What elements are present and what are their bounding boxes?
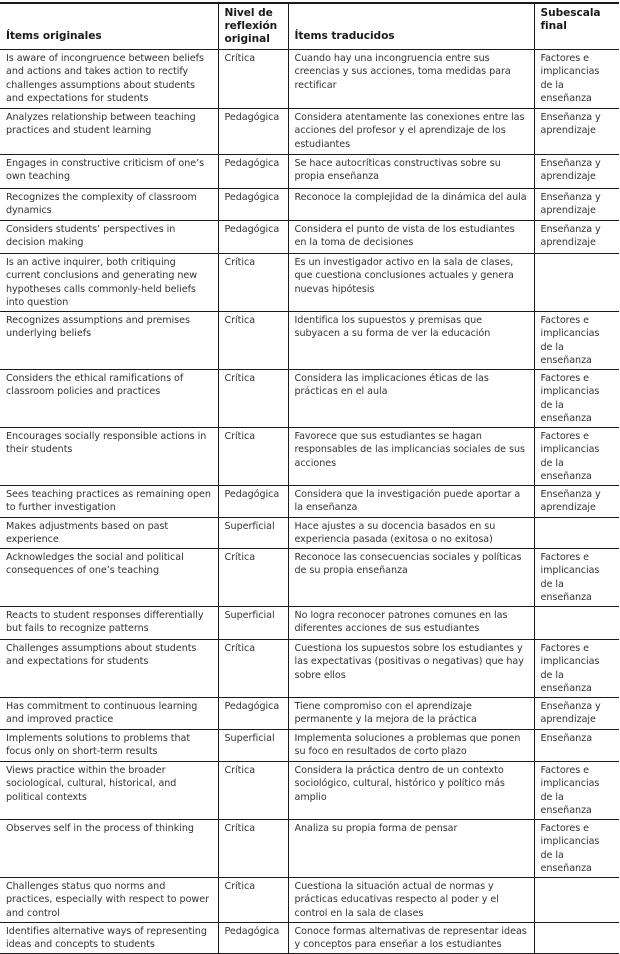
cell-original-item: Analyzes relationship between teaching practices and student learning	[0, 108, 218, 154]
table-row	[0, 877, 619, 922]
cell-reflection-level: Crítica	[218, 369, 288, 427]
cell-reflection-level: Crítica	[218, 819, 288, 877]
cell-reflection-level: Pedagógica	[218, 154, 288, 188]
table-body	[0, 49, 619, 953]
cell-final-subscale: Factores e implicancias de la enseñanza	[534, 311, 619, 369]
table-row	[0, 311, 619, 369]
table-row	[0, 639, 619, 697]
table-row	[0, 517, 619, 548]
cell-reflection-level: Pedagógica	[218, 922, 288, 953]
table-row	[0, 761, 619, 819]
cell-translated-item: Reconoce la complejidad de la dinámica del aula	[288, 188, 534, 220]
cell-final-subscale	[534, 877, 619, 922]
cell-final-subscale	[534, 253, 619, 311]
cell-reflection-level: Pedagógica	[218, 220, 288, 253]
table-row	[0, 697, 619, 729]
table-row	[0, 729, 619, 761]
table-row	[0, 485, 619, 517]
cell-original-item: Challenges status quo norms and practices, especially with respect to power and control	[0, 877, 218, 922]
cell-translated-item: Se hace autocríticas constructivas sobre su propia enseñanza	[288, 154, 534, 188]
cell-final-subscale: Enseñanza y aprendizaje	[534, 154, 619, 188]
cell-final-subscale: Enseñanza y aprendizaje	[534, 485, 619, 517]
cell-final-subscale	[534, 606, 619, 639]
cell-translated-item: Analiza su propia forma de pensar	[288, 819, 534, 877]
cell-reflection-level: Crítica	[218, 253, 288, 311]
cell-original-item: Recognizes the complexity of classroom dynamics	[0, 188, 218, 220]
header-original-level: Nivel de reflexión original	[218, 3, 288, 49]
cell-original-item: Is an active inquirer, both critiquing current conclusions and generating new hypotheses calls commonly-held beliefs into question	[0, 253, 218, 311]
cell-translated-item: Conoce formas alternativas de representar ideas y conceptos para enseñar a los estudiantes	[288, 922, 534, 953]
cell-reflection-level: Crítica	[218, 877, 288, 922]
cell-final-subscale: Factores e implicancias de la enseñanza	[534, 548, 619, 606]
table-row	[0, 253, 619, 311]
cell-original-item: Makes adjustments based on past experience	[0, 517, 218, 548]
table-row	[0, 154, 619, 188]
cell-reflection-level: Crítica	[218, 761, 288, 819]
cell-reflection-level: Superficial	[218, 606, 288, 639]
cell-translated-item: Es un investigador activo en la sala de clases, que cuestiona conclusiones actuales y genera nuevas hipótesis	[288, 253, 534, 311]
cell-final-subscale: Factores e implicancias de la enseñanza	[534, 49, 619, 108]
cell-final-subscale: Factores e implicancias de la enseñanza	[534, 427, 619, 485]
cell-translated-item: Considera el punto de vista de los estudiantes en la toma de decisiones	[288, 220, 534, 253]
table-row	[0, 220, 619, 253]
cell-final-subscale	[534, 922, 619, 953]
table-row	[0, 548, 619, 606]
table-row	[0, 49, 619, 108]
cell-translated-item: Considera que la investigación puede aportar a la enseñanza	[288, 485, 534, 517]
cell-reflection-level: Crítica	[218, 427, 288, 485]
cell-translated-item: Considera la práctica dentro de un contexto sociológico, cultural, histórico y político más amplio	[288, 761, 534, 819]
cell-reflection-level: Crítica	[218, 548, 288, 606]
cell-final-subscale	[534, 517, 619, 548]
table-row	[0, 922, 619, 953]
cell-translated-item: Tiene compromiso con el aprendizaje permanente y la mejora de la práctica	[288, 697, 534, 729]
header-original-items: Ítems originales	[0, 3, 218, 49]
cell-original-item: Observes self in the process of thinking	[0, 819, 218, 877]
table-row	[0, 606, 619, 639]
cell-final-subscale: Factores e implicancias de la enseñanza	[534, 819, 619, 877]
cell-translated-item: Reconoce las consecuencias sociales y políticas de su propia enseñanza	[288, 548, 534, 606]
cell-original-item: Has commitment to continuous learning and improved practice	[0, 697, 218, 729]
cell-translated-item: Identifica los supuestos y premisas que subyacen a su forma de ver la educación	[288, 311, 534, 369]
cell-reflection-level: Pedagógica	[218, 108, 288, 154]
cell-final-subscale: Enseñanza	[534, 729, 619, 761]
cell-original-item: Engages in constructive criticism of one’s own teaching	[0, 154, 218, 188]
table-row	[0, 427, 619, 485]
cell-original-item: Challenges assumptions about students and expectations for students	[0, 639, 218, 697]
cell-reflection-level: Crítica	[218, 49, 288, 108]
cell-translated-item: Implementa soluciones a problemas que ponen su foco en resultados de corto plazo	[288, 729, 534, 761]
cell-original-item: Reacts to student responses differentially but fails to recognize patterns	[0, 606, 218, 639]
cell-translated-item: Favorece que sus estudiantes se hagan responsables de las implicancias sociales de sus acciones	[288, 427, 534, 485]
cell-final-subscale: Enseñanza y aprendizaje	[534, 108, 619, 154]
cell-final-subscale: Enseñanza y aprendizaje	[534, 697, 619, 729]
cell-original-item: Sees teaching practices as remaining open to further investigation	[0, 485, 218, 517]
cell-reflection-level: Crítica	[218, 639, 288, 697]
cell-reflection-level: Superficial	[218, 517, 288, 548]
cell-final-subscale: Enseñanza y aprendizaje	[534, 220, 619, 253]
header-final-subscale: Subescala final	[534, 3, 619, 49]
cell-original-item: Is aware of incongruence between beliefs and actions and takes action to rectify challenges assumptions about students and expectations for students	[0, 49, 218, 108]
reflection-items-table	[0, 2, 619, 954]
cell-reflection-level: Pedagógica	[218, 697, 288, 729]
table-row	[0, 188, 619, 220]
cell-reflection-level: Pedagógica	[218, 485, 288, 517]
table-row	[0, 819, 619, 877]
cell-translated-item: Hace ajustes a su docencia basados en su experiencia pasada (exitosa o no exitosa)	[288, 517, 534, 548]
cell-reflection-level: Crítica	[218, 311, 288, 369]
cell-final-subscale: Factores e implicancias de la enseñanza	[534, 639, 619, 697]
cell-final-subscale: Factores e implicancias de la enseñanza	[534, 761, 619, 819]
cell-translated-item: Cuestiona la situación actual de normas y prácticas educativas respecto al poder y el control en la sala de clases	[288, 877, 534, 922]
cell-original-item: Acknowledges the social and political consequences of one’s teaching	[0, 548, 218, 606]
table-row	[0, 369, 619, 427]
cell-original-item: Views practice within the broader sociological, cultural, historical, and political contexts	[0, 761, 218, 819]
table-header	[0, 3, 619, 49]
header-row	[0, 3, 619, 49]
cell-original-item: Considers students’ perspectives in decision making	[0, 220, 218, 253]
header-translated-items: Ítems traducidos	[288, 3, 534, 49]
cell-translated-item: Considera las implicaciones éticas de las prácticas en el aula	[288, 369, 534, 427]
cell-original-item: Recognizes assumptions and premises underlying beliefs	[0, 311, 218, 369]
cell-original-item: Identifies alternative ways of representing ideas and concepts to students	[0, 922, 218, 953]
cell-final-subscale: Enseñanza y aprendizaje	[534, 188, 619, 220]
cell-translated-item: Considera atentamente las conexiones entre las acciones del profesor y el aprendizaje de los estudiantes	[288, 108, 534, 154]
cell-translated-item: Cuando hay una incongruencia entre sus creencias y sus acciones, toma medidas para rectificar	[288, 49, 534, 108]
cell-translated-item: No logra reconocer patrones comunes en las diferentes acciones de sus estudiantes	[288, 606, 534, 639]
cell-original-item: Encourages socially responsible actions in their students	[0, 427, 218, 485]
cell-original-item: Considers the ethical ramifications of classroom policies and practices	[0, 369, 218, 427]
table-row	[0, 108, 619, 154]
cell-reflection-level: Pedagógica	[218, 188, 288, 220]
cell-translated-item: Cuestiona los supuestos sobre los estudiantes y las expectativas (positivas o negativas) que hay sobre ellos	[288, 639, 534, 697]
cell-final-subscale: Factores e implicancias de la enseñanza	[534, 369, 619, 427]
cell-reflection-level: Superficial	[218, 729, 288, 761]
cell-original-item: Implements solutions to problems that focus only on short-term results	[0, 729, 218, 761]
